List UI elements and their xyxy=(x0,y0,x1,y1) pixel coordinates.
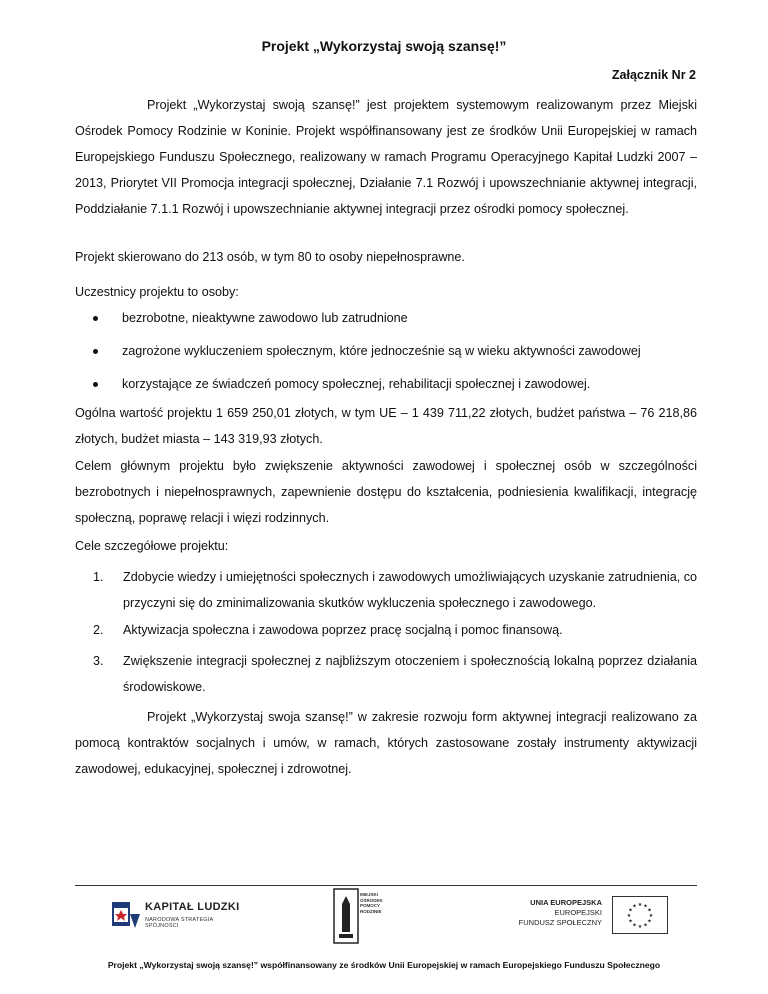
value-paragraph: Ogólna wartość projektu 1 659 250,01 złotych, w tym UE – 1 439 711,22 złotych, budżet państwa – 76 218,86 złotych, budżet miasta – 143 319,93 złotych. xyxy=(75,406,697,446)
eu-star-icon: ★ xyxy=(637,902,643,908)
eu-star-icon: ★ xyxy=(628,918,633,925)
list-item xyxy=(93,617,697,643)
eu-line: EUROPEJSKI xyxy=(554,908,602,917)
document-title: Projekt „Wykorzystaj swoją szansę!” xyxy=(261,38,507,54)
participants-label: Uczestnicy projektu to osoby: xyxy=(75,285,239,299)
mopr-line: RODZINIE xyxy=(360,908,382,914)
bullet-icon xyxy=(93,316,98,321)
list-item xyxy=(93,564,697,616)
list-item-text: Aktywizacja społeczna i zawodowa poprzez pracę socjalną i pomoc finansową. xyxy=(123,623,563,637)
list-item xyxy=(93,648,697,700)
list-number: 2. xyxy=(93,623,104,637)
specific-goals-label: Cele szczegółowe projektu: xyxy=(75,539,229,553)
eu-star-icon: ★ xyxy=(647,907,652,914)
goal-paragraph: Celem głównym projektu było zwiększenie aktywności zawodowej i społecznej osób w szczególności bezrobotnych i niepełnosprawnych, zapewnienie dostępu do kształcenia, podniesienia kwalifikacji, integrację społeczną, poprawę relacji i więzi rodzinnych. xyxy=(75,459,697,525)
eu-line: FUNDUSZ SPOŁECZNY xyxy=(518,918,602,927)
eu-line: UNIA EUROPEJSKA xyxy=(530,898,602,907)
eu-star-icon: ★ xyxy=(648,913,654,919)
mopr-emblem-icon xyxy=(333,888,359,944)
mopr-line: OŚRODEK xyxy=(360,897,383,903)
kapital-ludzki-logo xyxy=(108,896,248,936)
eu-star-icon: ★ xyxy=(637,924,643,930)
list-item-text: Zwiększenie integracji społecznej z najbliższym otoczeniem i społecznością lokalną poprzez działania środowiskowe. xyxy=(123,654,697,694)
mopr-line: POMOCY xyxy=(360,903,381,908)
kapital-ludzki-subtitle: NARODOWA STRATEGIA SPÓJNOŚCI xyxy=(145,917,214,929)
intro-paragraph: Projekt „Wykorzystaj swoją szansę!” jest projektem systemowym realizowanym przez Miejski Ośrodek Pomocy Rodzinie w Koninie. Projekt współfinansowany jest ze środków Unii Europejskiej w ramach Europejskiego Funduszu Społecznego, realizowany w ramach Programu Operacyjnego Kapitał Ludzki 2007 – 2013, Priorytet VII Promocja integracji społecznej, Działanie 7.1 Rozwój i upowszechnianie aktywnej integracji, Poddziałanie 7.1.1 Rozwój i upowszechnianie aktywnej integracji przez ośrodki pomocy społecznej. xyxy=(75,98,697,216)
kapital-ludzki-emblem-icon xyxy=(108,896,142,936)
eu-logo xyxy=(508,896,668,942)
annex-label: Załącznik Nr 2 xyxy=(611,68,696,82)
mopr-text xyxy=(360,892,383,914)
list-number: 1. xyxy=(93,570,104,584)
eu-flag-icon xyxy=(612,896,668,934)
eu-star-icon: ★ xyxy=(643,903,648,910)
list-item-text: zagrożone wykluczeniem społecznym, które jednocześnie są w wieku aktywności zawodowej xyxy=(122,344,641,358)
kapital-ludzki-title: KAPITAŁ LUDZKI xyxy=(145,901,240,913)
mopr-line: MIEJSKI xyxy=(360,892,379,897)
list-number: 3. xyxy=(93,654,104,668)
eu-star-icon: ★ xyxy=(632,922,637,929)
closing-paragraph: Projekt „Wykorzystaj swoja szansę!” w zakresie rozwoju form aktywnej integracji realizowano za pomocą kontraktów socjalnych i umów, w ramach, których zastosowane zostały instrumenty aktywizacji zawodowej, edukacyjnej, społecznej i zdrowotnej. xyxy=(75,710,697,776)
eu-star-icon: ★ xyxy=(626,913,632,919)
eu-star-icon: ★ xyxy=(632,903,637,910)
eu-star-icon: ★ xyxy=(647,918,652,925)
eu-stars-icon xyxy=(613,897,667,933)
eu-star-icon: ★ xyxy=(643,922,648,929)
mopr-logo xyxy=(333,888,393,948)
footer-caption: Projekt „Wykorzystaj swoją szansę!” współfinansowany ze środków Unii Europejskiej w ramach Europejskiego Funduszu Społecznego xyxy=(107,960,661,970)
footer-divider xyxy=(75,885,697,886)
eu-star-icon: ★ xyxy=(628,907,633,914)
list-item-text: Zdobycie wiedzy i umiejętności społecznych i zawodowych umożliwiających uzyskanie zatrudnienia, co przyczyni się do zminimalizowania skutków wykluczenia społecznego i zawodowego. xyxy=(123,570,697,610)
bullet-icon xyxy=(93,382,98,387)
list-item-text: korzystające ze świadczeń pomocy społecznej, rehabilitacji społecznej i zawodowej. xyxy=(122,377,591,391)
bullet-icon xyxy=(93,349,98,354)
eu-text xyxy=(519,898,602,928)
target-paragraph: Projekt skierowano do 213 osób, w tym 80 to osoby niepełnosprawne. xyxy=(75,250,465,264)
list-item-text: bezrobotne, nieaktywne zawodowo lub zatrudnione xyxy=(122,311,408,325)
